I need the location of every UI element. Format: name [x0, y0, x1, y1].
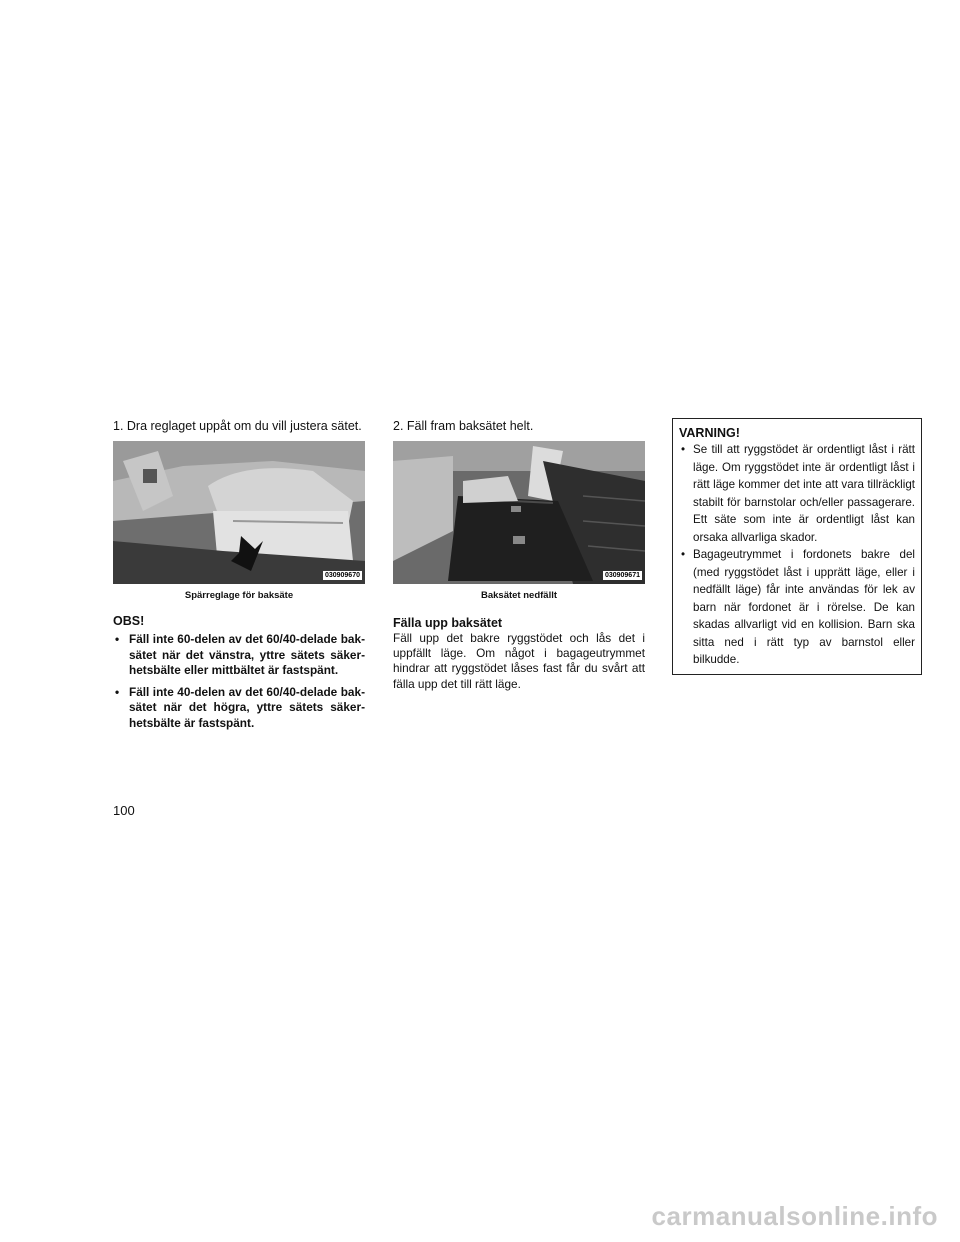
figure-caption: Spärreglage för baksäte [184, 590, 294, 601]
watermark: carmanualsonline.info [651, 1201, 938, 1231]
step-1-text: 1. Dra reglaget uppåt om du vill justera sätet. [113, 419, 362, 433]
note-list [113, 632, 365, 731]
step-2-text: 2. Fäll fram baksätet helt. [393, 419, 534, 433]
note-item: • Fäll inte 60-delen av det 60/40-delade baksätet när det vänstra, yttre sätets säkerhetsbälte eller mittbältet är fastspänt. [115, 632, 365, 677]
figure-seat-release-lever [113, 441, 365, 584]
figure-seat-folded [393, 441, 645, 584]
note-item: • Fäll inte 40-delen av det 60/40-delade baksätet när det högra, yttre sätets säkerhetsbälte är fastspänt. [115, 684, 365, 730]
page-number: 100 [113, 803, 135, 818]
figure-code: 030909671 [604, 572, 640, 579]
warning-title: VARNING! [679, 426, 740, 440]
warning-item: • Se till att ryggstödet är ordentligt låst i rätt läge. Om ryggstödet inte är ordentligt låst i rätt läge kommer det inte att vara tillräckligt stabilt för barnstolar och/eller passagerare. Ett säte som inte är ordentligt låst kan orsaka allvarliga skador. [681, 443, 915, 544]
bullet-icon: • [681, 443, 686, 456]
note-title: OBS! [113, 614, 145, 628]
column-left [113, 418, 365, 737]
folded-seat-photo [393, 441, 645, 584]
column-middle [393, 418, 645, 692]
warning-item: • Bagageutrymmet i fordonets bakre del (med ryggstödet låst i upprätt läge, eller i nedfällt läge) får inte användas för lek av barn när fordonet är i rörelse. De kan skadas allvarligt vid en kollision. Barn ska sitta ned i rätt typ av barnstol eller bilkudde. [681, 548, 915, 666]
figure-code: 030909670 [324, 572, 360, 579]
bullet-icon: • [681, 548, 686, 561]
rear-seat-photo [113, 441, 365, 584]
column-right [672, 418, 922, 675]
section-heading: Fälla upp baksätet [393, 616, 503, 630]
figure-caption: Baksätet nedfällt [480, 590, 558, 601]
warning-box [672, 418, 922, 675]
bullet-icon: • [115, 684, 120, 699]
section-paragraph: Fäll upp det bakre ryggstödet och lås det i uppfällt läge. Om något i bagageutrymmet hindrar att ryggstödet låses fast får du svårt att fälla upp det till rätt läge. [393, 631, 645, 691]
bullet-icon: • [115, 632, 120, 646]
warning-list [679, 441, 915, 669]
